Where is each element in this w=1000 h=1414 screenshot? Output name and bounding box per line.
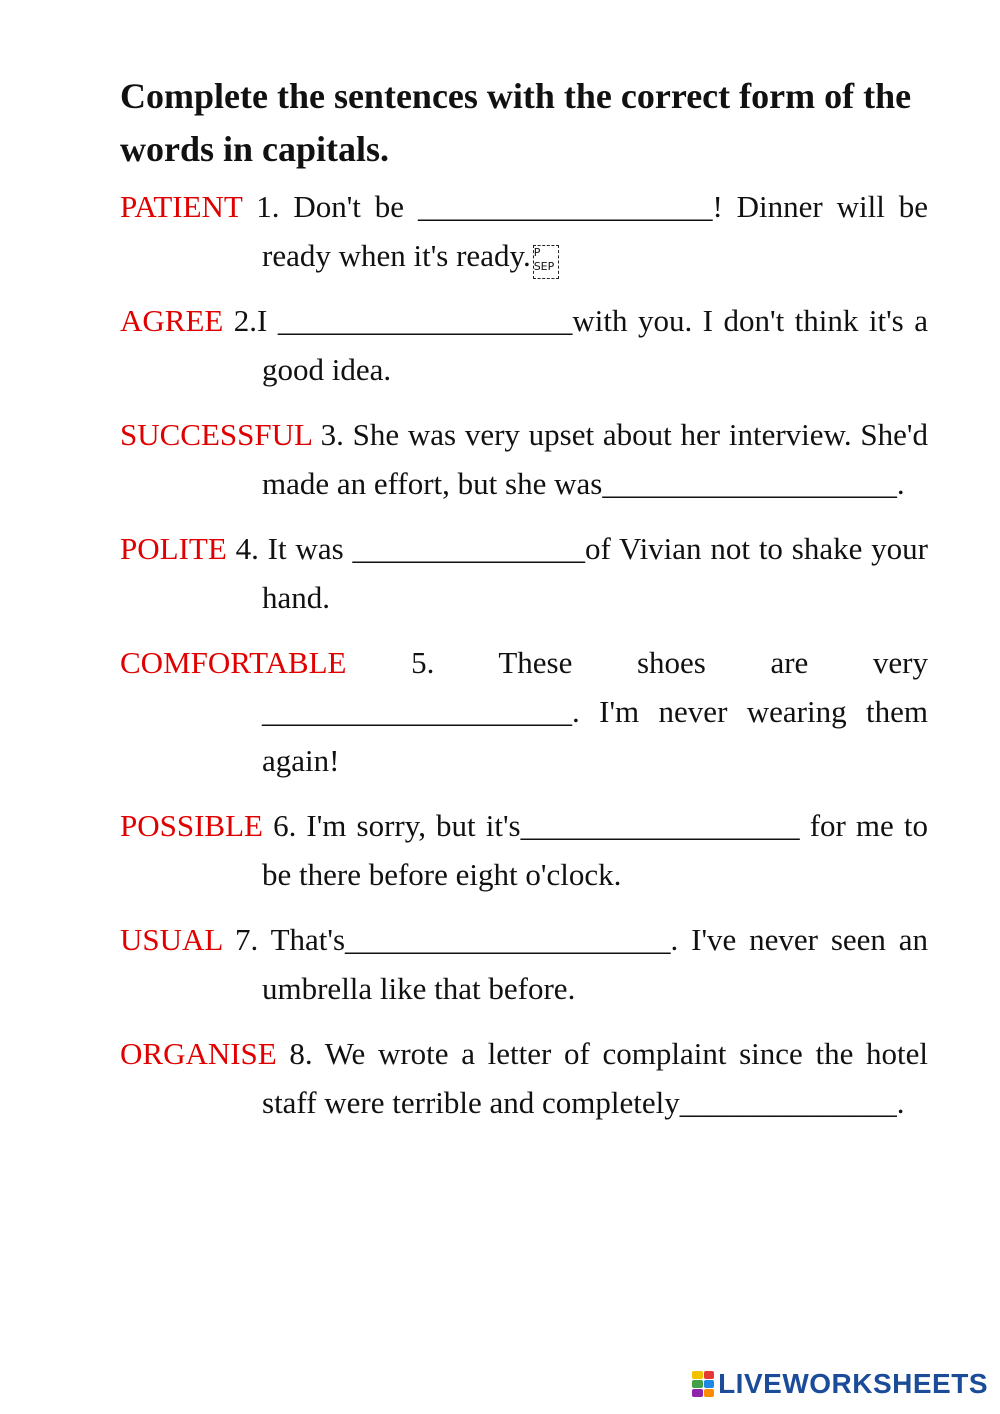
question-text: 6. I'm sorry, but it's__________________ for me to be there before eight o'clock. bbox=[262, 808, 928, 892]
instructions-title: Complete the sentences with the correct form of the words in capitals. bbox=[120, 76, 912, 169]
key-word: USUAL bbox=[120, 922, 223, 957]
question-text: 2.I ___________________with you. I don't think it's a good idea. bbox=[223, 303, 928, 387]
question-item-8 bbox=[120, 1029, 928, 1127]
key-word: SUCCESSFUL bbox=[120, 417, 312, 452]
question-item-5 bbox=[120, 638, 928, 785]
key-word: ORGANISE bbox=[120, 1036, 277, 1071]
key-word: PATIENT bbox=[120, 189, 243, 224]
footer-brand bbox=[692, 1368, 988, 1400]
question-item-4 bbox=[120, 524, 928, 622]
key-word: COMFORTABLE bbox=[120, 645, 347, 680]
question-item-7 bbox=[120, 915, 928, 1013]
brand-name: LIVEWORKSHEETS bbox=[718, 1368, 988, 1399]
worksheet bbox=[120, 70, 928, 1143]
question-text: 5. These shoes are very ____________________. I'm never wearing them again! bbox=[262, 645, 928, 778]
question-text: 3. She was very upset about her interview. She'd made an effort, but she was___________________. bbox=[262, 417, 928, 501]
sep-box-icon: P SEP bbox=[533, 245, 559, 279]
question-text: 1. Don't be ___________________! Dinner will be ready when it's ready. bbox=[242, 189, 928, 273]
liveworksheets-logo-icon bbox=[692, 1371, 714, 1397]
question-text: 4. It was _______________of Vivian not to shake your hand. bbox=[226, 531, 928, 615]
key-word: AGREE bbox=[120, 303, 224, 338]
question-text: 7. That's_____________________. I've never seen an umbrella like that before. bbox=[222, 922, 928, 1006]
question-item-1 bbox=[120, 182, 928, 280]
question-item-2 bbox=[120, 296, 928, 394]
key-word: POSSIBLE bbox=[120, 808, 263, 843]
question-item-3 bbox=[120, 410, 928, 508]
key-word: POLITE bbox=[120, 531, 227, 566]
question-item-6 bbox=[120, 801, 928, 899]
question-text: 8. We wrote a letter of complaint since the hotel staff were terrible and completely______________. bbox=[262, 1036, 928, 1120]
